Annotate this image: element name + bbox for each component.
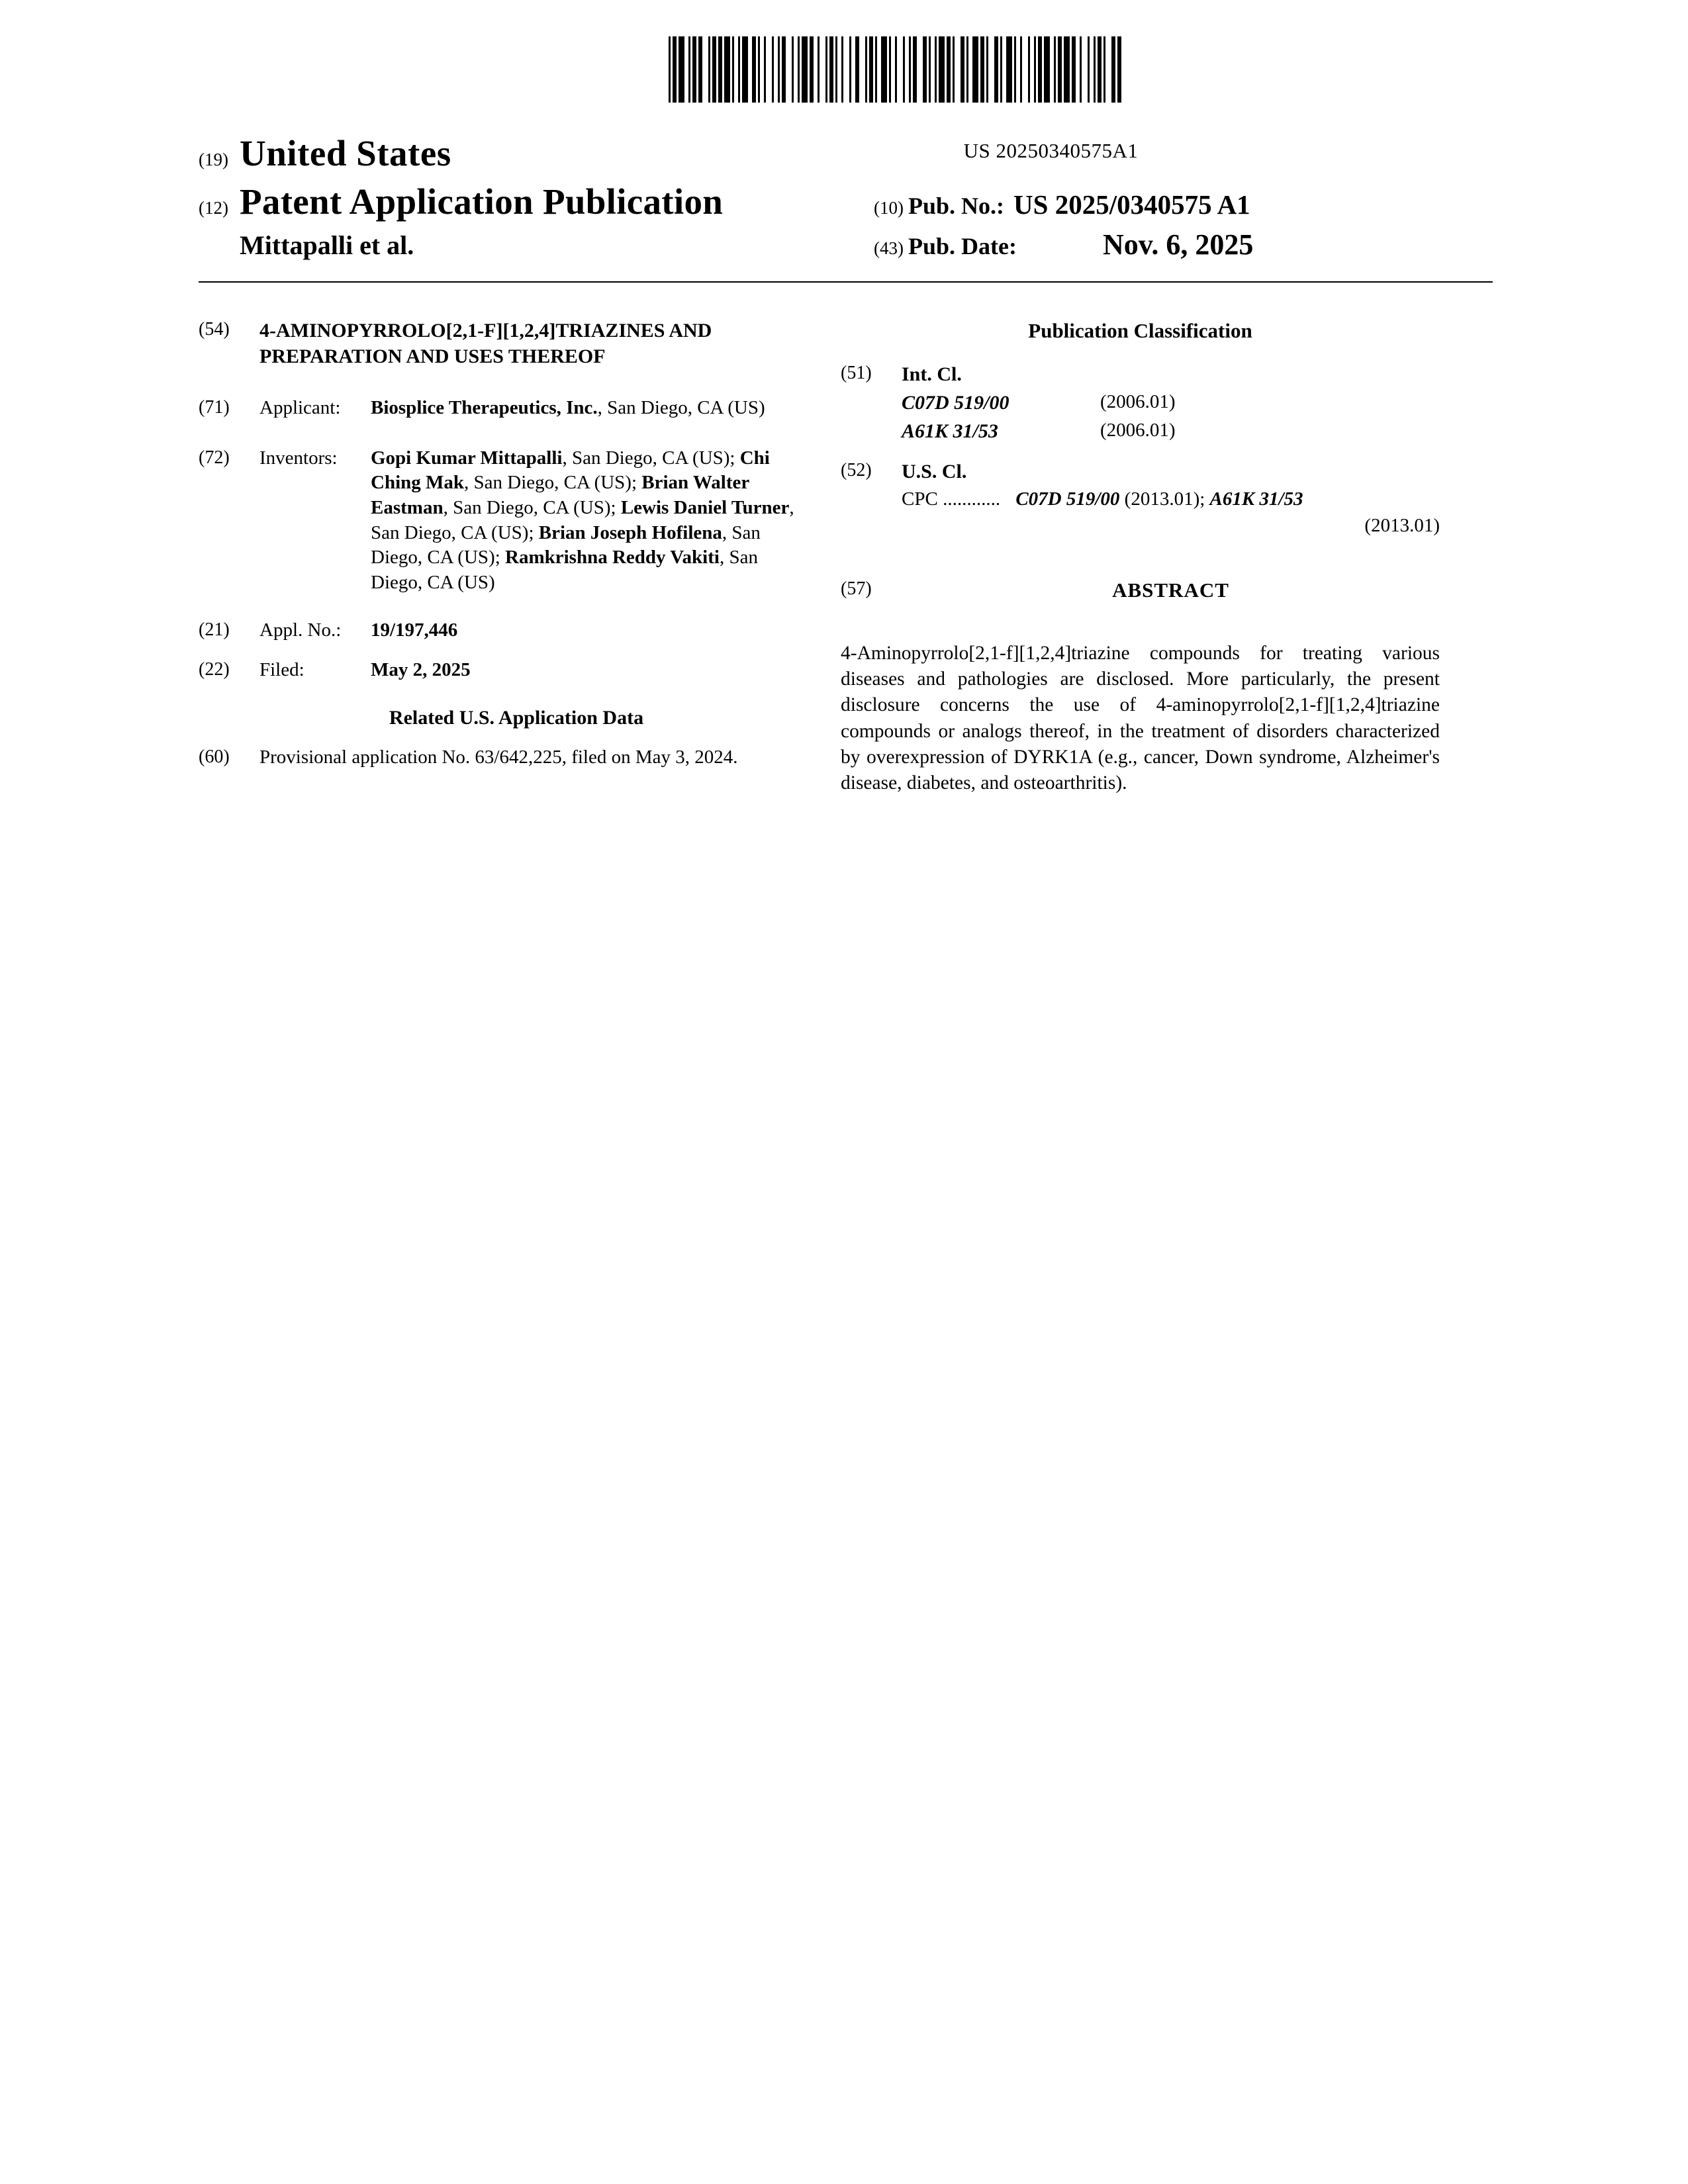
tag-52: (52) bbox=[841, 460, 872, 481]
inventor-address: , San Diego, CA (US) bbox=[371, 547, 758, 594]
publication-classification-heading: Publication Classification bbox=[1028, 319, 1252, 342]
tag-51: (51) bbox=[841, 363, 872, 384]
inventor-address: , San Diego, CA (US); bbox=[443, 497, 621, 519]
document-header bbox=[199, 132, 1493, 261]
int-cl-row bbox=[902, 418, 1440, 444]
provisional-application-text: Provisional application No. 63/642,225, filed on May 3, 2024. bbox=[259, 747, 738, 768]
barcode-block bbox=[669, 36, 1433, 162]
inventor-name: Brian Joseph Hofilena bbox=[538, 522, 722, 543]
inventor-name: Brian Walter Eastman bbox=[371, 472, 749, 519]
field-51-int-cl bbox=[841, 361, 1440, 444]
field-71-applicant bbox=[199, 396, 794, 421]
cpc-line bbox=[902, 487, 1440, 512]
publication-barcode-number: US 20250340575A1 bbox=[963, 139, 1139, 162]
field-72-inventors bbox=[199, 446, 794, 596]
abstract-text: 4-Aminopyrrolo[2,1-f][1,2,4]triazine compounds for treating various diseases and pathologies are disclosed. More particularly, the present disclosure concerns the use of 4-aminopyrrolo[2,1-f][1,2,4]triazine compounds or analogs thereof, in the treatment of disorders characterized by overexpression of DYRK1A (e.g., cancer, Down syndrome, Alzheimer's disease, diabetes, and osteoarthritis). bbox=[841, 642, 1440, 794]
inventor-name: Lewis Daniel Turner bbox=[620, 497, 790, 519]
tag-54: (54) bbox=[199, 319, 230, 340]
tag-10: (10) bbox=[874, 198, 904, 218]
filed-value: May 2, 2025 bbox=[371, 659, 471, 680]
appl-no-label: Appl. No.: bbox=[259, 619, 342, 641]
invention-title: 4-AMINOPYRROLO[2,1-F][1,2,4]TRIAZINES AND PREPARATION AND USES THEREOF bbox=[259, 320, 712, 367]
pub-date-value: Nov. 6, 2025 bbox=[1103, 228, 1254, 261]
int-cl-code: A61K 31/53 bbox=[902, 420, 998, 443]
field-52-us-cl bbox=[841, 459, 1440, 538]
tag-72: (72) bbox=[199, 447, 230, 468]
inventors-label: Inventors: bbox=[259, 447, 338, 469]
field-60-provisional bbox=[199, 745, 794, 770]
field-54-title bbox=[199, 318, 794, 369]
tag-22: (22) bbox=[199, 659, 230, 680]
tag-57: (57) bbox=[841, 578, 872, 599]
tag-43: (43) bbox=[874, 238, 904, 258]
int-cl-row bbox=[902, 390, 1440, 416]
inventor-name: Ramkrishna Reddy Vakiti bbox=[505, 547, 720, 569]
inventor-address: , San Diego, CA (US); bbox=[562, 447, 740, 469]
tag-21: (21) bbox=[199, 619, 230, 640]
header-divider bbox=[199, 281, 1493, 283]
inventor-address: , San Diego, CA (US); bbox=[371, 497, 794, 543]
document-type: Patent Application Publication bbox=[240, 181, 724, 222]
inventor-address: , San Diego, CA (US); bbox=[371, 522, 761, 569]
field-57-abstract bbox=[841, 577, 1440, 604]
applicant-value bbox=[371, 396, 794, 421]
country-name: United States bbox=[240, 133, 451, 173]
applicant-address: , San Diego, CA (US) bbox=[597, 397, 765, 418]
inventor-address: , San Diego, CA (US); bbox=[464, 472, 642, 494]
pub-no-value: US 2025/0340575 A1 bbox=[1013, 189, 1250, 220]
int-cl-version-date: (2006.01) bbox=[1100, 420, 1176, 441]
tag-71: (71) bbox=[199, 397, 230, 418]
filed-label: Filed: bbox=[259, 659, 305, 680]
related-application-data-heading: Related U.S. Application Data bbox=[389, 707, 644, 729]
field-22-filed bbox=[199, 658, 794, 683]
cpc-continuation: (2013.01) bbox=[1364, 514, 1440, 536]
tag-19: (19) bbox=[199, 150, 228, 169]
abstract-heading: ABSTRACT bbox=[1112, 578, 1229, 602]
cpc-code-1: C07D 519/00 bbox=[1015, 488, 1120, 510]
barcode-image bbox=[669, 36, 1433, 103]
appl-no-value: 19/197,446 bbox=[371, 619, 458, 641]
inventors-list bbox=[371, 446, 794, 596]
pub-no-label: Pub. No.: bbox=[908, 193, 1005, 219]
bibliographic-right-column bbox=[841, 318, 1440, 796]
int-cl-label: Int. Cl. bbox=[902, 363, 962, 386]
applicant-name: Biosplice Therapeutics, Inc. bbox=[371, 397, 598, 418]
pub-date-label: Pub. Date: bbox=[908, 233, 1017, 259]
applicant-label: Applicant: bbox=[259, 397, 341, 418]
cpc-code-2: A61K 31/53 bbox=[1209, 488, 1303, 510]
inventor-name: Chi Ching Mak bbox=[371, 447, 770, 494]
int-cl-list bbox=[902, 390, 1440, 444]
tag-12: (12) bbox=[199, 198, 228, 218]
bibliographic-left-column bbox=[199, 318, 794, 785]
field-21-appl-no bbox=[199, 618, 794, 643]
first-named-inventor: Mittapalli et al. bbox=[240, 230, 414, 260]
int-cl-code: C07D 519/00 bbox=[902, 392, 1009, 414]
int-cl-version-date: (2006.01) bbox=[1100, 391, 1176, 413]
tag-60: (60) bbox=[199, 747, 230, 768]
cpc-prefix: CPC ............ bbox=[902, 488, 1001, 510]
cpc-middle: (2013.01); bbox=[1119, 488, 1210, 510]
us-cl-label: U.S. Cl. bbox=[902, 461, 967, 483]
inventor-name: Gopi Kumar Mittapalli bbox=[371, 447, 563, 469]
